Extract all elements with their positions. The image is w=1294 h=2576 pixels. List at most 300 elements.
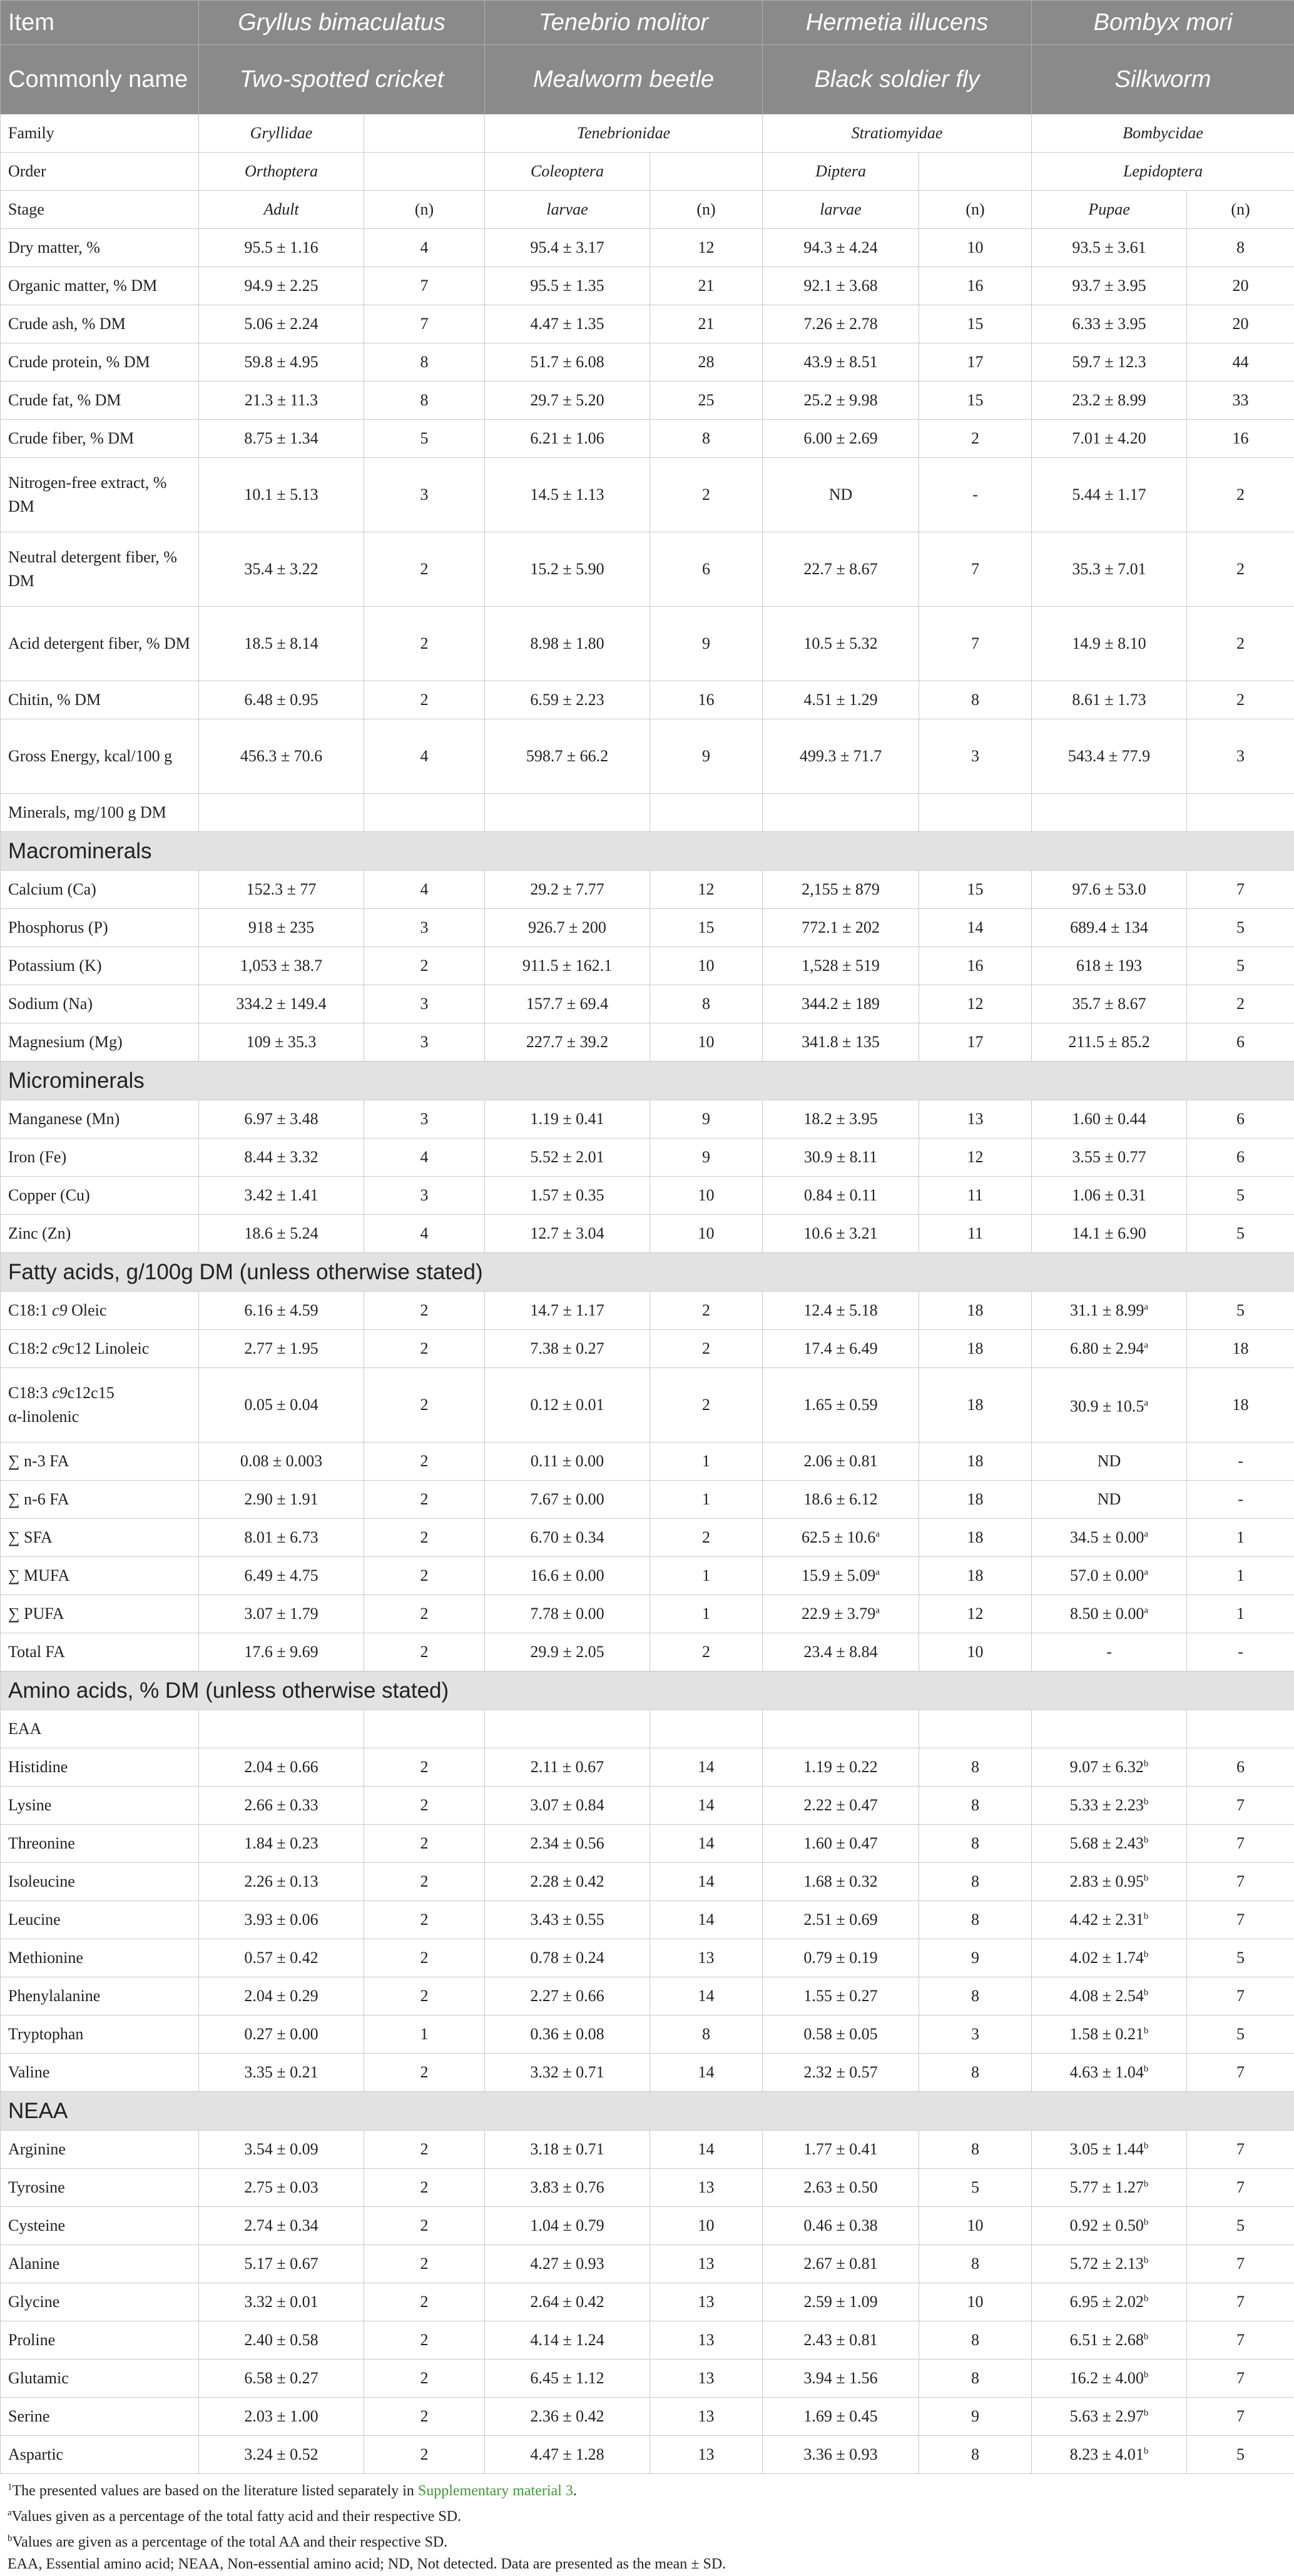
cell	[485, 1595, 650, 1633]
cell	[485, 2436, 650, 2474]
footnote-mark: b	[1143, 2179, 1149, 2189]
cell	[199, 2321, 364, 2360]
table-row	[1, 2131, 1294, 2169]
row-label: Zinc (Zn)	[1, 1215, 199, 1253]
cell-value: 0.78 ± 0.24	[530, 1949, 604, 1967]
cell-n: 8	[919, 2054, 1032, 2092]
cell: 23.2 ± 8.99	[1032, 382, 1187, 420]
cell	[1032, 2283, 1187, 2321]
cell: 1.60 ± 0.44	[1032, 1100, 1187, 1138]
cell-n: 9	[650, 719, 763, 794]
cell-value: 2.32 ± 0.57	[803, 2063, 878, 2081]
cell-n: 8	[919, 2321, 1032, 2360]
cell	[763, 1595, 919, 1633]
cell-n: 5	[1187, 1292, 1294, 1330]
cell: Tenebrionidae	[485, 114, 763, 153]
cell-n: 10	[650, 1177, 763, 1215]
cell-value: 4.63 ± 1.04	[1069, 2063, 1144, 2081]
footnote-mark: b	[1143, 2217, 1149, 2228]
cell	[485, 2169, 650, 2207]
supplementary-link[interactable]: Supplementary material 3	[417, 2483, 573, 2499]
cell-n: 8	[919, 2245, 1032, 2283]
cell-value: 2.26 ± 0.13	[244, 1872, 318, 1890]
cell	[763, 1825, 919, 1863]
row-label: Organic matter, % DM	[1, 267, 199, 305]
cell	[1032, 1481, 1187, 1519]
cell-value: 2.04 ± 0.66	[244, 1758, 318, 1776]
cell	[485, 1633, 650, 1671]
cell	[1032, 1901, 1187, 1939]
cell	[763, 2283, 919, 2321]
cell-value: 2.51 ± 0.69	[803, 1910, 878, 1929]
cell-value: 0.46 ± 0.38	[803, 2216, 878, 2234]
cell-value: 0.11 ± 0.00	[530, 1452, 604, 1470]
cell: 14.1 ± 6.90	[1032, 1215, 1187, 1253]
cell-value: 1.69 ± 0.45	[803, 2407, 878, 2425]
cell-value: 2.34 ± 0.56	[530, 1834, 604, 1852]
cell	[485, 1557, 650, 1595]
cell: 14.9 ± 8.10	[1032, 607, 1187, 681]
cell-n: 9	[919, 1939, 1032, 1977]
cell-value: 0.92 ± 0.50	[1069, 2216, 1144, 2234]
cell-n: 11	[919, 1177, 1032, 1215]
cell: 918 ± 235	[199, 909, 364, 947]
cell	[199, 1977, 364, 2016]
cell-n: 8	[919, 2436, 1032, 2474]
cell-n: 9	[919, 2398, 1032, 2436]
cell-n: 2	[364, 1330, 485, 1368]
row-label	[1, 1330, 199, 1368]
cell: 35.7 ± 8.67	[1032, 985, 1187, 1023]
cell: 0.84 ± 0.11	[763, 1177, 919, 1215]
cell-n: 2	[364, 532, 485, 607]
cell-n: 4	[364, 1138, 485, 1177]
cell-n: 15	[919, 871, 1032, 909]
table-row	[1, 2054, 1294, 2092]
cell-n: 18	[919, 1557, 1032, 1595]
cell-value: 8.23 ± 4.01	[1069, 2445, 1144, 2463]
cell-n: 9	[650, 1100, 763, 1138]
section-title: Amino acids, % DM (unless otherwise stated)	[1, 1671, 1294, 1710]
cell-n: 12	[919, 1595, 1032, 1633]
row-label: Acid detergent fiber, % DM	[1, 607, 199, 681]
cell-n: 3	[364, 909, 485, 947]
cell-n: 3	[1187, 719, 1294, 794]
cell: 8.98 ± 1.80	[485, 607, 650, 681]
cell-n: 13	[650, 2283, 763, 2321]
cell	[763, 1443, 919, 1481]
footnote-mark: a	[1144, 1302, 1148, 1312]
cell	[485, 2283, 650, 2321]
cell-n: 13	[650, 2321, 763, 2360]
row-label: Aspartic	[1, 2436, 199, 2474]
row-label: Total FA	[1, 1633, 199, 1671]
cell-n: 7	[1187, 2245, 1294, 2283]
cell-n: 13	[650, 2398, 763, 2436]
cell-value: 1.84 ± 0.23	[244, 1834, 318, 1852]
cell-value: 5.77 ± 1.27	[1069, 2178, 1144, 2196]
cell: larvae	[763, 191, 919, 229]
cell-value: 6.80 ± 2.94	[1070, 1339, 1144, 1357]
label-part: Oleic	[67, 1301, 107, 1319]
order-row	[1, 153, 1294, 191]
cell-value: 4.47 ± 1.28	[530, 2445, 604, 2463]
cell-n: 3	[919, 2016, 1032, 2054]
cell	[199, 1557, 364, 1595]
cell-n: 18	[919, 1330, 1032, 1368]
cell-n: 25	[650, 382, 763, 420]
cell-n: 8	[919, 681, 1032, 719]
header-species-silkworm: Bombyx mori	[1032, 1, 1294, 45]
cell-n: 2	[364, 947, 485, 985]
cell: 8.75 ± 1.34	[199, 420, 364, 458]
cell: Pupae	[1032, 191, 1187, 229]
cell-value: 3.93 ± 0.06	[244, 1910, 318, 1929]
cell-value: 3.54 ± 0.09	[244, 2140, 318, 2158]
cell-n: 13	[650, 2245, 763, 2283]
cell-empty	[199, 794, 364, 832]
cell: Lepidoptera	[1032, 153, 1294, 191]
cell-value: 2.06 ± 0.81	[803, 1452, 878, 1470]
row-label: Sodium (Na)	[1, 985, 199, 1023]
cell: 12.4 ± 5.18	[763, 1292, 919, 1330]
footnotes	[0, 2474, 1294, 2575]
cell	[1032, 1748, 1187, 1787]
row-label: Phenylalanine	[1, 1977, 199, 2016]
cell-empty	[1032, 1710, 1187, 1748]
cell	[199, 2131, 364, 2169]
cell: 14.5 ± 1.13	[485, 458, 650, 532]
cell: 109 ± 35.3	[199, 1023, 364, 1062]
cell-n: 4	[364, 871, 485, 909]
footnote-mark: b	[1143, 2408, 1149, 2418]
cell: 7.38 ± 0.27	[485, 1330, 650, 1368]
section-header	[1, 832, 1294, 871]
cell: 6.48 ± 0.95	[199, 681, 364, 719]
footnote-mark: b	[8, 2533, 13, 2543]
section-title: NEAA	[1, 2092, 1294, 2131]
cell-n: 7	[1187, 2131, 1294, 2169]
cell-n: 7	[1187, 1787, 1294, 1825]
footnote-mark: b	[1143, 1949, 1149, 1960]
cell-n: 28	[650, 343, 763, 382]
footnote-mark: b	[1143, 1987, 1149, 1998]
row-label: Leucine	[1, 1901, 199, 1939]
table-row	[1, 1863, 1294, 1901]
row-label: Dry matter, %	[1, 229, 199, 267]
cell-n: 18	[919, 1368, 1032, 1443]
footnote-mark: b	[1143, 2370, 1149, 2380]
footnote-mark: b	[1143, 1758, 1149, 1769]
cell: 94.3 ± 4.24	[763, 229, 919, 267]
footnote-text: .	[573, 2483, 577, 2499]
cell	[485, 2398, 650, 2436]
table-row	[1, 871, 1294, 909]
cell: 17.4 ± 6.49	[763, 1330, 919, 1368]
cell-n: 18	[919, 1443, 1032, 1481]
cell-n: 1	[650, 1595, 763, 1633]
cell: 18.5 ± 8.14	[199, 607, 364, 681]
header-row-common	[1, 45, 1294, 114]
row-label: ∑ n-6 FA	[1, 1481, 199, 1519]
footnote-text: Values given as a percentage of the total fatty acid and their respective SD.	[11, 2508, 462, 2525]
cell-n: 2	[364, 1633, 485, 1671]
cell-n: 15	[650, 909, 763, 947]
header-row-item	[1, 1, 1294, 45]
cell: 18.2 ± 3.95	[763, 1100, 919, 1138]
cell-empty	[364, 153, 485, 191]
cell-n: 14	[650, 1787, 763, 1825]
cell-n: 5	[1187, 2016, 1294, 2054]
cell	[1032, 2398, 1187, 2436]
cell: 30.9 ± 8.11	[763, 1138, 919, 1177]
table-row	[1, 985, 1294, 1023]
cell	[1032, 2207, 1187, 2245]
row-label: Methionine	[1, 1939, 199, 1977]
cell-value: 2.40 ± 0.58	[244, 2331, 318, 2349]
cell-value: 3.32 ± 0.01	[244, 2293, 318, 2311]
row-label: Crude fiber, % DM	[1, 420, 199, 458]
cell	[1032, 2016, 1187, 2054]
cell-empty	[364, 794, 485, 832]
cell-n: -	[1187, 1481, 1294, 1519]
row-label: Calcium (Ca)	[1, 871, 199, 909]
header-common-silkworm: Silkworm	[1032, 45, 1294, 114]
cell-n: 2	[650, 1519, 763, 1557]
stage-row	[1, 191, 1294, 229]
table-row	[1, 1292, 1294, 1330]
cell-empty	[650, 1710, 763, 1748]
cell: 8.61 ± 1.73	[1032, 681, 1187, 719]
cell	[485, 1787, 650, 1825]
cell-value: 2.83 ± 0.95	[1069, 1872, 1144, 1890]
cell	[199, 1481, 364, 1519]
cell-value: 3.05 ± 1.44	[1069, 2140, 1144, 2158]
cell-value: 16.2 ± 4.00	[1069, 2369, 1144, 2387]
row-label: Magnesium (Mg)	[1, 1023, 199, 1062]
cell-value: 0.27 ± 0.00	[244, 2025, 318, 2043]
cell-value: 3.94 ± 1.56	[803, 2369, 878, 2387]
cell-n: 2	[364, 2131, 485, 2169]
cell	[199, 2169, 364, 2207]
cell	[1032, 2360, 1187, 2398]
cell	[763, 1863, 919, 1901]
row-label: Arginine	[1, 2131, 199, 2169]
cell	[199, 2436, 364, 2474]
cell-n: 2	[364, 607, 485, 681]
table-row	[1, 1557, 1294, 1595]
cell	[485, 1901, 650, 1939]
cell	[1032, 2169, 1187, 2207]
cell-n: 12	[919, 1138, 1032, 1177]
table-row	[1, 1748, 1294, 1787]
footnote-mark: 1	[8, 2482, 13, 2492]
cell-empty	[763, 1710, 919, 1748]
cell	[485, 1939, 650, 1977]
cell	[1032, 1825, 1187, 1863]
cell-n: 2	[364, 1443, 485, 1481]
footnote-1	[8, 2477, 1286, 2502]
cell-n: 6	[1187, 1748, 1294, 1787]
table-row	[1, 1023, 1294, 1062]
cell-n: 14	[650, 1825, 763, 1863]
cell-value: 1.04 ± 0.79	[530, 2216, 604, 2234]
cell: 10.5 ± 5.32	[763, 607, 919, 681]
cell	[1032, 2436, 1187, 2474]
cell-n: 15	[919, 305, 1032, 343]
row-label: Crude protein, % DM	[1, 343, 199, 382]
row-label: Phosphorus (P)	[1, 909, 199, 947]
cell: 152.3 ± 77	[199, 871, 364, 909]
cell-value: 15.9 ± 5.09	[802, 1566, 876, 1585]
row-label: Isoleucine	[1, 1863, 199, 1901]
cell	[763, 2016, 919, 2054]
cell: 14.7 ± 1.17	[485, 1292, 650, 1330]
label-part: α-linolenic	[8, 1407, 79, 1426]
cell: 29.2 ± 7.77	[485, 871, 650, 909]
cell-n: 44	[1187, 343, 1294, 382]
row-label: Lysine	[1, 1787, 199, 1825]
cell-n: 2	[364, 1292, 485, 1330]
cell-n: 8	[364, 343, 485, 382]
cell-n: 5	[1187, 947, 1294, 985]
cell: 6.33 ± 3.95	[1032, 305, 1187, 343]
footnote-mark: a	[1144, 1398, 1148, 1409]
cell-n: 2	[364, 1939, 485, 1977]
cell: 12.7 ± 3.04	[485, 1215, 650, 1253]
cell: 7.01 ± 4.20	[1032, 420, 1187, 458]
table-row	[1, 1939, 1294, 1977]
cell-n: 2	[364, 1787, 485, 1825]
cell	[1032, 1595, 1187, 1633]
table-row	[1, 382, 1294, 420]
cell-value: 4.02 ± 1.74	[1069, 1949, 1144, 1967]
cell-n: 2	[1187, 985, 1294, 1023]
cell: 1.57 ± 0.35	[485, 1177, 650, 1215]
cell: 1.06 ± 0.31	[1032, 1177, 1187, 1215]
label-part: C18:2	[8, 1339, 53, 1357]
cell-empty	[650, 153, 763, 191]
cell	[199, 1863, 364, 1901]
cell: 6.00 ± 2.69	[763, 420, 919, 458]
section-header	[1, 1062, 1294, 1100]
cell-value: 2.03 ± 1.00	[244, 2407, 318, 2425]
cell	[763, 2054, 919, 2092]
header-item: Item	[1, 1, 199, 45]
cell-empty	[1187, 794, 1294, 832]
cell-n: 2	[364, 1748, 485, 1787]
cell-n: 4	[364, 719, 485, 794]
cell: 618 ± 193	[1032, 947, 1187, 985]
cell-n: 3	[364, 1023, 485, 1062]
cell-n: 2	[650, 1292, 763, 1330]
cell-n: (n)	[650, 191, 763, 229]
cell-n: 16	[919, 267, 1032, 305]
cell-n: 4	[364, 1215, 485, 1253]
cell-n: 2	[364, 1977, 485, 2016]
cell-n: 7	[1187, 2054, 1294, 2092]
cell: 15.2 ± 5.90	[485, 532, 650, 607]
section-header	[1, 2092, 1294, 2131]
footnote-mark: a	[875, 1567, 880, 1578]
cell-value: 5.33 ± 2.23	[1069, 1796, 1144, 1814]
cell	[485, 1863, 650, 1901]
cell-value: 2.28 ± 0.42	[530, 1872, 604, 1890]
row-label: Tyrosine	[1, 2169, 199, 2207]
cell-value: 3.18 ± 0.71	[530, 2140, 604, 2158]
cell: 10.1 ± 5.13	[199, 458, 364, 532]
cell	[199, 1633, 364, 1671]
row-label: EAA	[1, 1710, 199, 1748]
footnote-text: The presented values are based on the literature listed separately in	[12, 2483, 418, 2499]
cell-value: 3.83 ± 0.76	[530, 2178, 604, 2196]
cell: 499.3 ± 71.7	[763, 719, 919, 794]
cell-value: 1.60 ± 0.47	[803, 1834, 878, 1852]
cell-n: 9	[650, 607, 763, 681]
cell-n: 2	[650, 1330, 763, 1368]
cell-empty	[364, 114, 485, 153]
cell-n: 2	[364, 1481, 485, 1519]
cell-n: 8	[1187, 229, 1294, 267]
cell-n: 6	[650, 532, 763, 607]
cell-value: 2.27 ± 0.66	[530, 1987, 604, 2005]
cell-n: 10	[919, 2207, 1032, 2245]
cell-n: -	[919, 458, 1032, 532]
cell	[1032, 1633, 1187, 1671]
cell: 157.7 ± 69.4	[485, 985, 650, 1023]
table-row	[1, 532, 1294, 607]
table-row	[1, 2321, 1294, 2360]
cell-value: 4.08 ± 2.54	[1069, 1987, 1144, 2005]
cell-empty	[1032, 794, 1187, 832]
cell-n: 1	[650, 1557, 763, 1595]
cell	[485, 1519, 650, 1557]
cell	[485, 2321, 650, 2360]
row-label: Glycine	[1, 2283, 199, 2321]
cell: 29.7 ± 5.20	[485, 382, 650, 420]
cell-value: -	[1106, 1643, 1112, 1661]
cell	[763, 2436, 919, 2474]
table-row	[1, 1443, 1294, 1481]
cell-value: 2.75 ± 0.03	[244, 2178, 318, 2196]
cell-value: 23.4 ± 8.84	[803, 1643, 878, 1661]
cell-n: 2	[364, 1595, 485, 1633]
cell-value: 2.04 ± 0.29	[244, 1987, 318, 2005]
cell-value: ND	[1097, 1490, 1121, 1508]
cell: 10.6 ± 3.21	[763, 1215, 919, 1253]
cell: 21.3 ± 11.3	[199, 382, 364, 420]
cell-n: 2	[1187, 607, 1294, 681]
cell-value: 2.67 ± 0.81	[803, 2254, 878, 2273]
cell	[763, 1481, 919, 1519]
cell-n: 1	[1187, 1595, 1294, 1633]
cell: Coleoptera	[485, 153, 650, 191]
cell	[199, 2207, 364, 2245]
cell-n: 5	[919, 2169, 1032, 2207]
cell-n: 21	[650, 305, 763, 343]
cell-value: 3.32 ± 0.71	[530, 2063, 604, 2081]
cell-value: 62.5 ± 10.6	[802, 1528, 876, 1546]
footnote-text: Values are given as a percentage of the total AA and their respective SD.	[12, 2534, 448, 2550]
cell-n: 14	[650, 1901, 763, 1939]
table-row	[1, 681, 1294, 719]
cell-value: 16.6 ± 0.00	[530, 1566, 604, 1585]
cell-value: 6.70 ± 0.34	[530, 1528, 604, 1546]
cell: 3.42 ± 1.41	[199, 1177, 364, 1215]
cell-value: 57.0 ± 0.00	[1070, 1566, 1144, 1585]
cell-value: 0.58 ± 0.05	[803, 2025, 878, 2043]
cell-value: 1.55 ± 0.27	[803, 1987, 878, 2005]
